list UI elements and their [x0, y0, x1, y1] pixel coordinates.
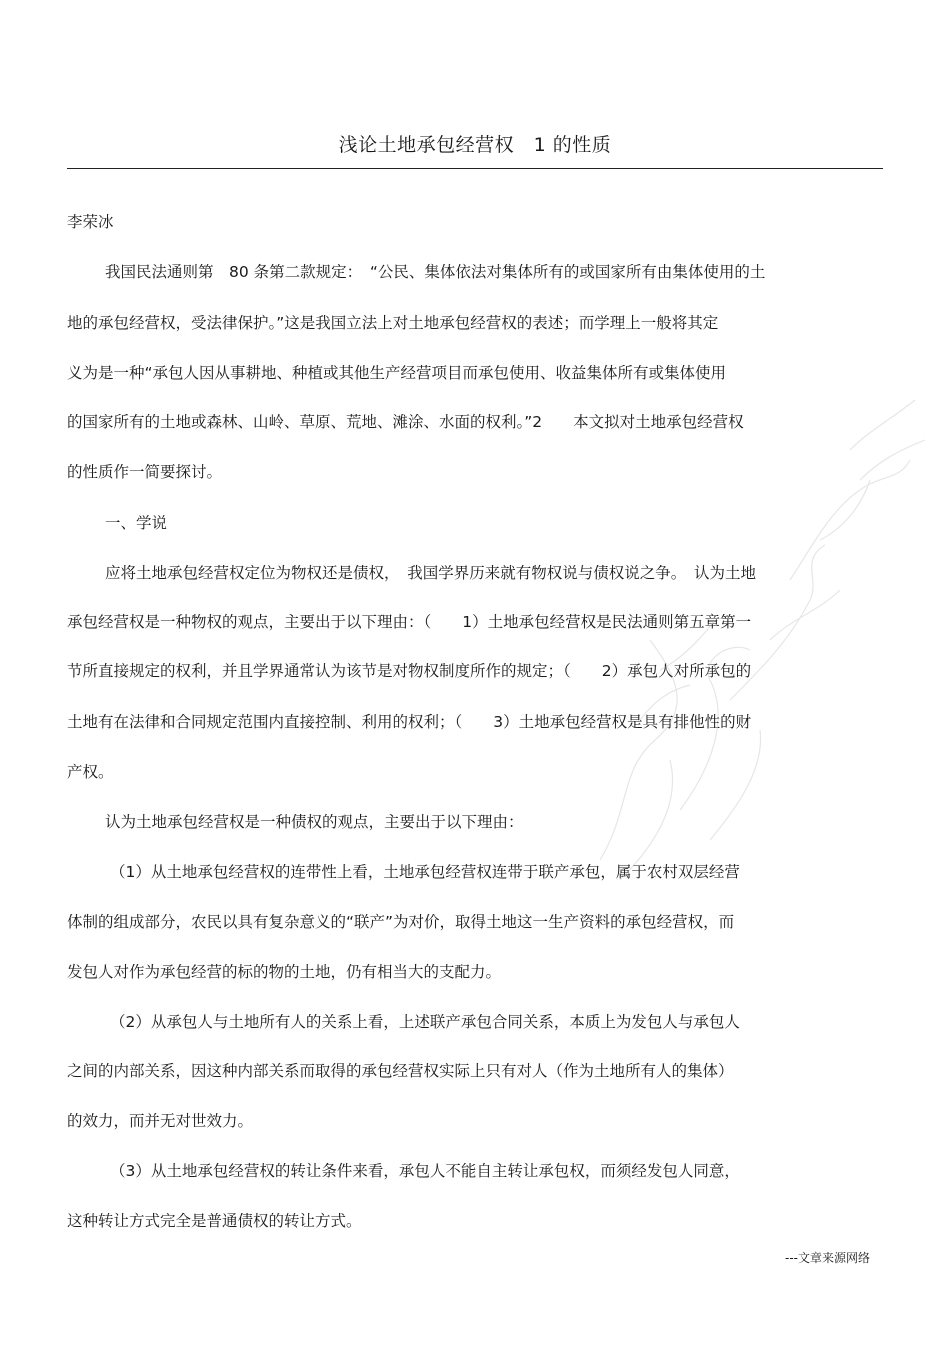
document-title: 浅论土地承包经营权 1 的性质 [338, 134, 612, 156]
list-item-line: （2）从承包人与土地所有人的关系上看，上述联产承包合同关系，本质上为发包人与承包人 [110, 1013, 740, 1031]
paragraph-line: 之间的内部关系，因这种内部关系而取得的承包经营权实际上只有对人（作为土地所有人的集体） [67, 1062, 734, 1080]
title-divider [67, 168, 883, 169]
paragraph-line: 认为土地承包经营权是一种债权的观点，主要出于以下理由： [105, 813, 524, 831]
paragraph-line: 的国家所有的土地或森林、山岭、草原、荒地、滩涂、水面的权利。”2 本文拟对土地承包经营权 [67, 413, 744, 431]
paragraph-line: 发包人对作为承包经营的标的物的土地，仍有相当大的支配力。 [67, 963, 502, 981]
paragraph-line: 承包经营权是一种物权的观点，主要出于以下理由：（ 1）土地承包经营权是民法通则第五章第一 [67, 613, 752, 631]
section-heading: 一、学说 [105, 514, 168, 532]
paragraph-line: 我国民法通则第 80 条第二款规定： “公民、集体依法对集体所有的或国家所有由集体使用的土 [105, 263, 766, 281]
paragraph-line: 土地有在法律和合同规定范围内直接控制、利用的权利；（ 3）土地承包经营权是具有排他性的财 [67, 713, 752, 731]
author-name: 李荣冰 [67, 213, 114, 231]
paragraph-line: 体制的组成部分，农民以具有复杂意义的“联产”为对价，取得土地这一生产资料的承包经营权，而 [67, 913, 735, 931]
paragraph-line: 的性质作一简要探讨。 [67, 463, 223, 481]
paragraph-line: 节所直接规定的权利，并且学界通常认为该节是对物权制度所作的规定；（ 2）承包人对所承包的 [67, 662, 752, 680]
paragraph-line: 应将土地承包经营权定位为物权还是债权， 我国学界历来就有物权说与债权说之争。 认为土地 [105, 564, 757, 582]
source-footer: ---文章来源网络 [785, 1251, 870, 1265]
list-item-line: （1）从土地承包经营权的连带性上看，土地承包经营权连带于联产承包，属于农村双层经营 [110, 863, 740, 881]
paragraph-line: 产权。 [67, 763, 114, 781]
paragraph-line: 的效力，而并无对世效力。 [67, 1112, 254, 1130]
list-item-line: （3）从土地承包经营权的转让条件来看，承包人不能自主转让承包权，而须经发包人同意， [110, 1162, 740, 1180]
watermark-graphic [560, 340, 940, 900]
paragraph-line: 义为是一种“承包人因从事耕地、种植或其他生产经营项目而承包使用、收益集体所有或集体使用 [67, 364, 727, 382]
paragraph-line: 这种转让方式完全是普通债权的转让方式。 [67, 1212, 362, 1230]
paragraph-line: 地的承包经营权，受法律保护。”这是我国立法上对土地承包经营权的表述；而学理上一般将其定 [67, 314, 719, 332]
